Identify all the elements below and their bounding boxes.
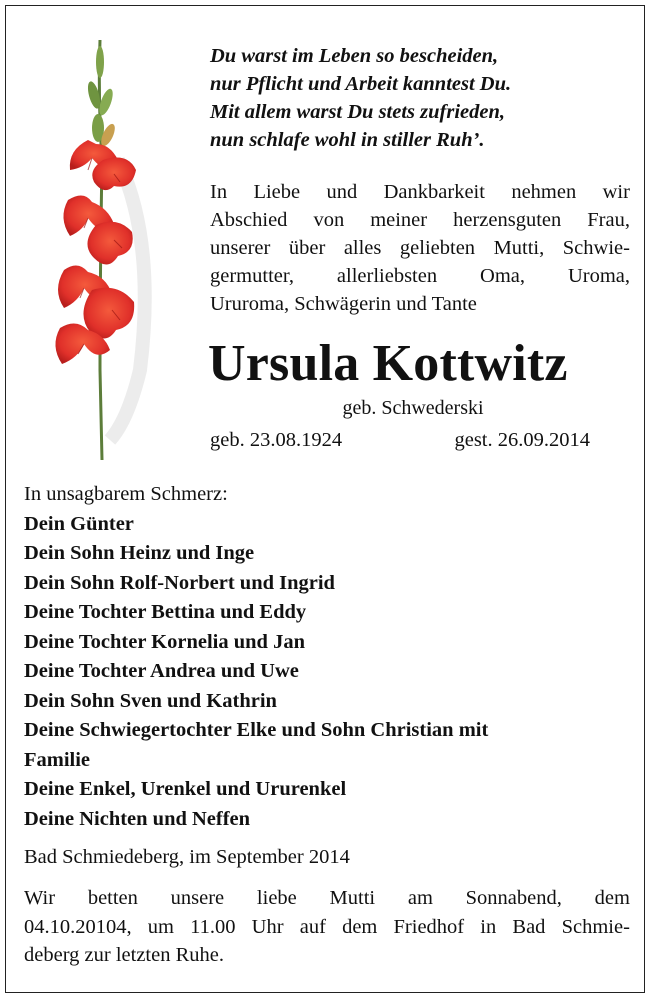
birth-date: geb. 23.08.1924: [210, 429, 343, 451]
mourner: Deine Nichten und Neffen: [24, 807, 251, 830]
word: nehmen: [511, 181, 577, 203]
funeral-notice: [24, 884, 630, 970]
word: Friedhof: [393, 915, 465, 938]
word: Uroma,: [567, 265, 630, 287]
word: Liebe: [253, 181, 301, 203]
word: In: [210, 181, 228, 203]
word: herzensguten: [453, 209, 562, 231]
poem-line: Mit allem warst Du stets zufrieden,: [210, 101, 506, 123]
intro-text: [210, 178, 630, 318]
mourner: Deine Enkel, Urenkel und Ururenkel: [24, 778, 347, 800]
mourner: Deine Tochter Kornelia und Jan: [24, 630, 305, 653]
word: alles: [343, 237, 382, 259]
mourners-lead: In unsagbarem Schmerz:: [24, 483, 228, 505]
gladiolus-image: [48, 40, 156, 465]
word: allerliebsten: [336, 265, 438, 287]
intro-line: [210, 234, 630, 262]
word: betten: [87, 887, 138, 909]
funeral-line: [24, 884, 630, 913]
place-date: Bad Schmiedeberg, im September 2014: [24, 846, 350, 868]
word: 04.10.20104,: [24, 915, 132, 938]
poem-line: nur Pflicht und Arbeit kanntest Du.: [210, 73, 512, 95]
intro-line: [210, 206, 630, 234]
poem: [210, 42, 640, 154]
intro-line: [210, 178, 630, 206]
word: Dankbarkeit: [383, 181, 485, 203]
funeral-last-line: deberg zur letzten Ruhe.: [24, 944, 224, 966]
mourner: Dein Sohn Sven und Kathrin: [24, 689, 277, 712]
maiden-name: geb. Schwederski: [342, 397, 484, 419]
word: Uhr: [251, 915, 284, 938]
mourner: Deine Tochter Bettina und Eddy: [24, 601, 307, 623]
mourner: Dein Sohn Rolf-Norbert und Ingrid: [24, 571, 335, 594]
word: 11.00: [190, 915, 236, 938]
word: Schwie-: [562, 237, 630, 259]
word: Frau,: [587, 209, 630, 231]
word: liebe: [256, 887, 297, 909]
word: dem: [342, 915, 378, 938]
word: in: [480, 915, 497, 938]
mourner: Dein Günter: [24, 512, 134, 535]
word: am: [407, 887, 433, 909]
death-date: gest. 26.09.2014: [454, 429, 590, 451]
poem-line: nun schlafe wohl in stiller Ruh’.: [210, 129, 485, 151]
word: von: [313, 209, 345, 231]
poem-line: Du warst im Leben so bescheiden,: [210, 45, 499, 67]
word: unsere: [170, 887, 225, 909]
mourner: Familie: [24, 748, 91, 771]
word: Mutti: [329, 887, 376, 909]
word: Abschied: [210, 209, 288, 231]
word: über: [288, 237, 326, 259]
word: Wir: [24, 887, 56, 909]
word: geliebten: [399, 237, 476, 259]
mourner: Dein Sohn Heinz und Inge: [24, 542, 255, 564]
word: Schmie-: [561, 915, 630, 938]
word: dem: [594, 887, 630, 909]
word: um: [147, 915, 174, 938]
word: germutter,: [210, 265, 294, 287]
word: auf: [299, 915, 326, 938]
intro-line: [210, 262, 630, 290]
funeral-line: [24, 913, 630, 942]
deceased-name: Ursula Kottwitz: [208, 335, 568, 392]
word: Mutti,: [493, 237, 545, 259]
word: Sonnabend,: [465, 887, 562, 909]
mourner: Deine Tochter Andrea und Uwe: [24, 660, 299, 682]
word: unserer: [210, 237, 271, 259]
word: Oma,: [480, 265, 526, 287]
word: wir: [602, 181, 630, 203]
word: Bad: [512, 915, 546, 938]
mourners-list: [24, 480, 634, 834]
word: und: [326, 181, 358, 203]
word: meiner: [370, 209, 428, 231]
mourner: Deine Schwiegertochter Elke und Sohn Christian mit: [24, 719, 489, 741]
life-dates: [210, 426, 590, 454]
intro-last-line: Ururoma, Schwägerin und Tante: [210, 293, 477, 315]
